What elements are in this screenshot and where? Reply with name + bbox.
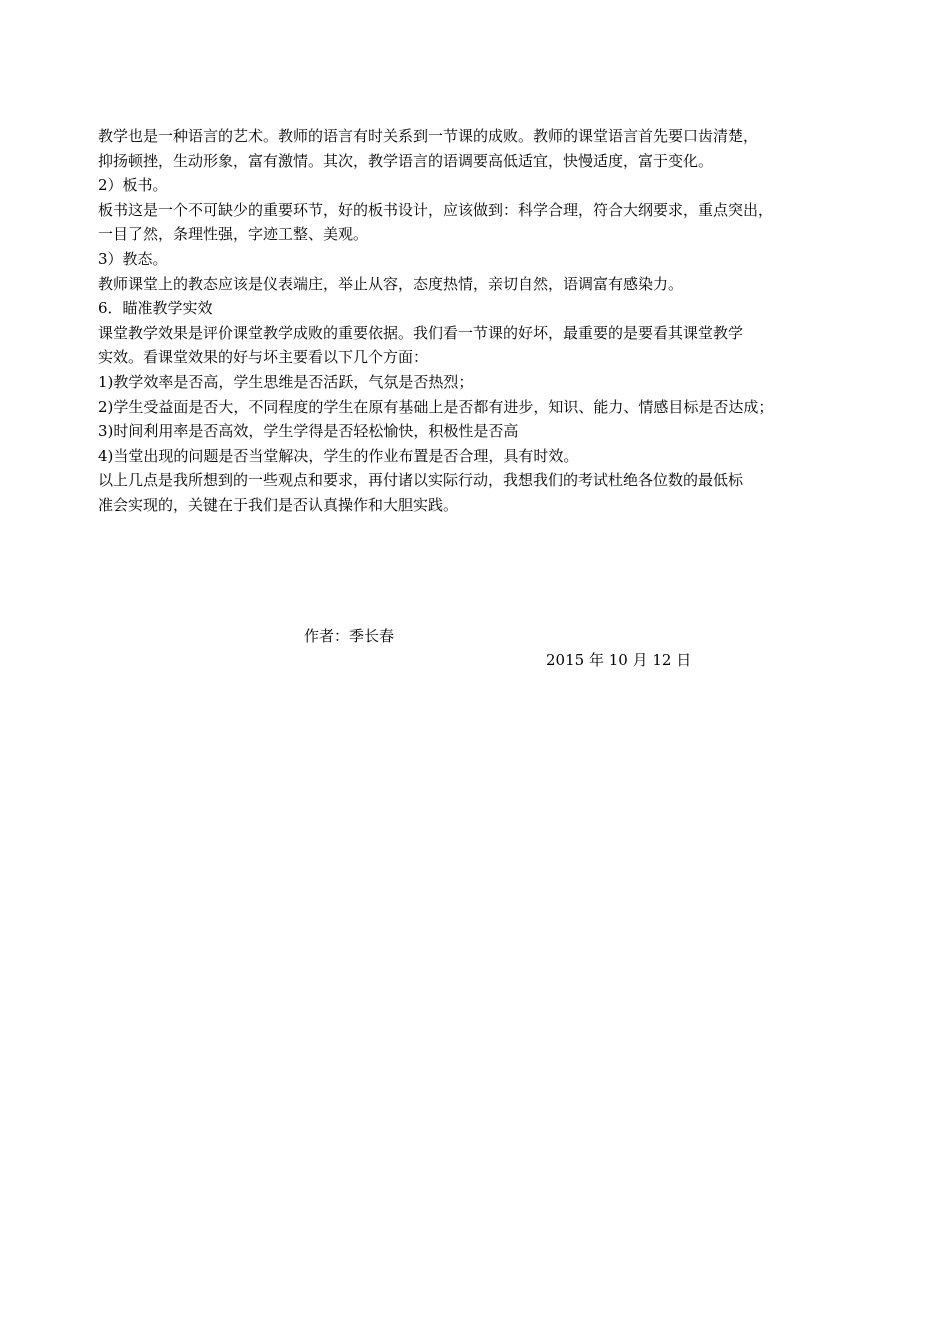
section-heading: 2）板书。 [98,176,168,195]
text-line: 抑扬顿挫，生动形象，富有激情。其次，教学语言的语调要高低适宜，快慢适度，富于变化。 [98,151,714,170]
section-heading: 6．瞄准教学实效 [98,299,213,318]
author-signature: 作者：季长春 [304,627,395,645]
text-line: 课堂教学效果是评价课堂教学成败的重要依据。我们看一节课的好坏，最重要的是要看其课堂教学 [98,323,744,342]
list-item: 2)学生受益面是否大，不同程度的学生在原有基础上是否都有进步，知识、能力、情感目标是否达成； [98,397,774,416]
section-heading: 3）教态。 [98,249,168,268]
text-line: 教学也是一种语言的艺术。教师的语言有时关系到一节课的成败。教师的课堂语言首先要口齿清楚， [98,127,759,145]
body-text [98,124,826,518]
text-line: 板书这是一个不可缺少的重要环节，好的板书设计，应该做到：科学合理，符合大纲要求，重点突出， [98,200,774,219]
text-line: 以上几点是我所想到的一些观点和要求，再付诸以实际行动，我想我们的考试杜绝各位数的最低标 [98,471,744,490]
document-date: 2015 年 10 月 12 日 [546,651,692,669]
list-item: 3)时间利用率是否高效，学生学得是否轻松愉快，积极性是否高 [98,422,519,441]
list-item: 1)教学效率是否高，学生思维是否活跃，气氛是否热烈； [98,372,474,391]
text-line: 实效。看课堂效果的好与坏主要看以下几个方面： [98,348,429,367]
list-item: 4)当堂出现的问题是否当堂解决，学生的作业布置是否合理，具有时效。 [98,446,579,465]
text-line: 一目了然，条理性强，字迹工整、美观。 [98,225,369,244]
text-line: 准会实现的，关键在于我们是否认真操作和大胆实践。 [98,495,459,514]
text-line: 教师课堂上的教态应该是仪表端庄，举止从容，态度热情，亲切自然，语调富有感染力。 [98,274,684,293]
